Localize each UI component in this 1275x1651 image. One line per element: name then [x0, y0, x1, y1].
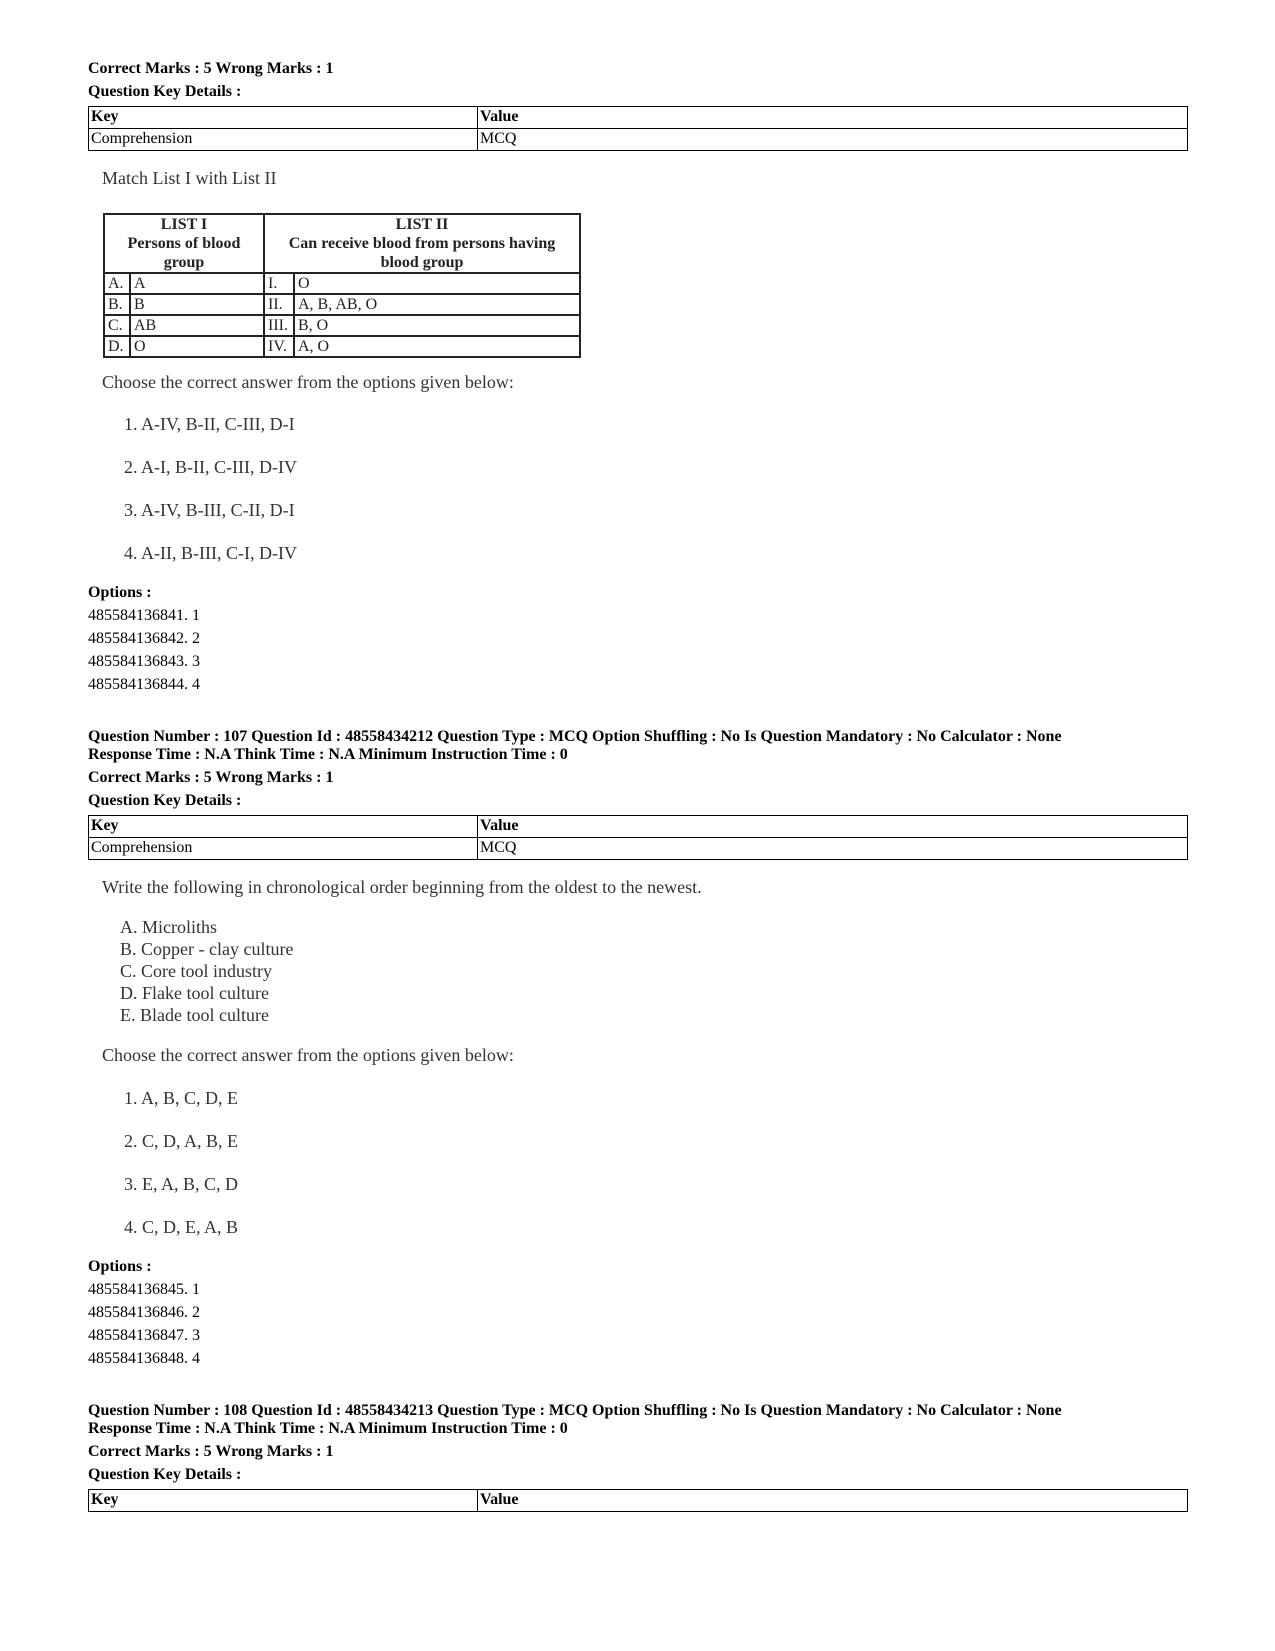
list-two-value: B, O — [294, 315, 580, 336]
match-header-row — [104, 214, 580, 273]
value-header: Value — [478, 1490, 1188, 1512]
list-two-subtitle-2: blood group — [380, 254, 464, 271]
options-label: Options : — [88, 584, 152, 601]
key-header: Key — [89, 816, 478, 838]
value-header: Value — [478, 107, 1188, 129]
list-one-value: A — [130, 273, 264, 294]
table-row — [89, 129, 1188, 151]
sequence-item: E. Blade tool culture — [120, 1005, 269, 1025]
list-two-title: LIST II — [395, 216, 449, 233]
list-one-title: LIST I — [160, 216, 208, 233]
list-two-subtitle: Can receive blood from persons having — [288, 235, 556, 252]
list-two-value: A, O — [294, 336, 580, 357]
choose-instruction: Choose the correct answer from the options given below: — [102, 372, 514, 392]
question-header: Question Number : 107 Question Id : 48558434212 Question Type : MCQ Option Shuffling : No Is Question Mandatory : No Calculator : None — [88, 728, 1062, 745]
match-row — [104, 294, 580, 315]
option-id: 485584136845. 1 — [88, 1281, 200, 1298]
list-one-value: B — [130, 294, 264, 315]
sequence-item: B. Copper - clay culture — [120, 939, 294, 959]
list-two-header — [264, 214, 580, 273]
answer-choice: 2. C, D, A, B, E — [124, 1131, 239, 1151]
match-row — [104, 336, 580, 357]
list-one-value: O — [130, 336, 264, 357]
answer-choice: 1. A, B, C, D, E — [124, 1088, 239, 1108]
list-two-value: A, B, AB, O — [294, 294, 580, 315]
option-id: 485584136841. 1 — [88, 607, 200, 624]
match-row — [104, 315, 580, 336]
marks-line: Correct Marks : 5 Wrong Marks : 1 — [88, 1443, 334, 1460]
answer-choice: 2. A-I, B-II, C-III, D-IV — [124, 457, 297, 477]
list-one-header — [104, 214, 264, 273]
list-one-subtitle: Persons of blood — [127, 235, 241, 252]
value-cell: MCQ — [478, 129, 1188, 151]
list-two-value: O — [294, 273, 580, 294]
list-one-label: D. — [104, 336, 130, 357]
key-details-label: Question Key Details : — [88, 792, 242, 809]
list-one-subtitle-2: group — [163, 254, 205, 271]
marks-line: Correct Marks : 5 Wrong Marks : 1 — [88, 60, 334, 77]
sequence-item: A. Microliths — [120, 917, 217, 937]
question-prompt: Match List I with List II — [102, 168, 277, 188]
option-id: 485584136844. 4 — [88, 676, 200, 693]
option-id: 485584136843. 3 — [88, 653, 200, 670]
table-header-row — [89, 1490, 1188, 1512]
sequence-item: D. Flake tool culture — [120, 983, 269, 1003]
option-id: 485584136842. 2 — [88, 630, 200, 647]
list-two-label: III. — [264, 315, 294, 336]
marks-line: Correct Marks : 5 Wrong Marks : 1 — [88, 769, 334, 786]
answer-choice: 1. A-IV, B-II, C-III, D-I — [124, 414, 295, 434]
key-details-table — [88, 106, 1188, 151]
choose-instruction: Choose the correct answer from the options given below: — [102, 1045, 514, 1065]
option-id: 485584136847. 3 — [88, 1327, 200, 1344]
key-header: Key — [89, 1490, 478, 1512]
list-one-label: B. — [104, 294, 130, 315]
option-id: 485584136846. 2 — [88, 1304, 200, 1321]
answer-choice: 4. A-II, B-III, C-I, D-IV — [124, 543, 297, 563]
value-header: Value — [478, 816, 1188, 838]
answer-choice: 3. E, A, B, C, D — [124, 1174, 239, 1194]
key-details-label: Question Key Details : — [88, 83, 242, 100]
key-details-label: Question Key Details : — [88, 1466, 242, 1483]
answer-choice: 3. A-IV, B-III, C-II, D-I — [124, 500, 295, 520]
list-two-label: II. — [264, 294, 294, 315]
key-details-table — [88, 815, 1188, 860]
match-row — [104, 273, 580, 294]
question-header-timing: Response Time : N.A Think Time : N.A Minimum Instruction Time : 0 — [88, 1420, 568, 1437]
table-header-row — [89, 107, 1188, 129]
key-cell: Comprehension — [89, 129, 478, 151]
table-row — [89, 838, 1188, 860]
options-label: Options : — [88, 1258, 152, 1275]
question-header: Question Number : 108 Question Id : 48558434213 Question Type : MCQ Option Shuffling : No Is Question Mandatory : No Calculator : None — [88, 1402, 1062, 1419]
match-table — [103, 213, 581, 358]
question-header-timing: Response Time : N.A Think Time : N.A Minimum Instruction Time : 0 — [88, 746, 568, 763]
table-header-row — [89, 816, 1188, 838]
list-one-label: C. — [104, 315, 130, 336]
sequence-item: C. Core tool industry — [120, 961, 272, 981]
answer-choice: 4. C, D, E, A, B — [124, 1217, 239, 1237]
list-one-value: AB — [130, 315, 264, 336]
key-cell: Comprehension — [89, 838, 478, 860]
list-two-label: I. — [264, 273, 294, 294]
key-header: Key — [89, 107, 478, 129]
value-cell: MCQ — [478, 838, 1188, 860]
list-one-label: A. — [104, 273, 130, 294]
list-two-label: IV. — [264, 336, 294, 357]
option-id: 485584136848. 4 — [88, 1350, 200, 1367]
question-prompt: Write the following in chronological order beginning from the oldest to the newest. — [102, 877, 702, 897]
key-details-table — [88, 1489, 1188, 1512]
